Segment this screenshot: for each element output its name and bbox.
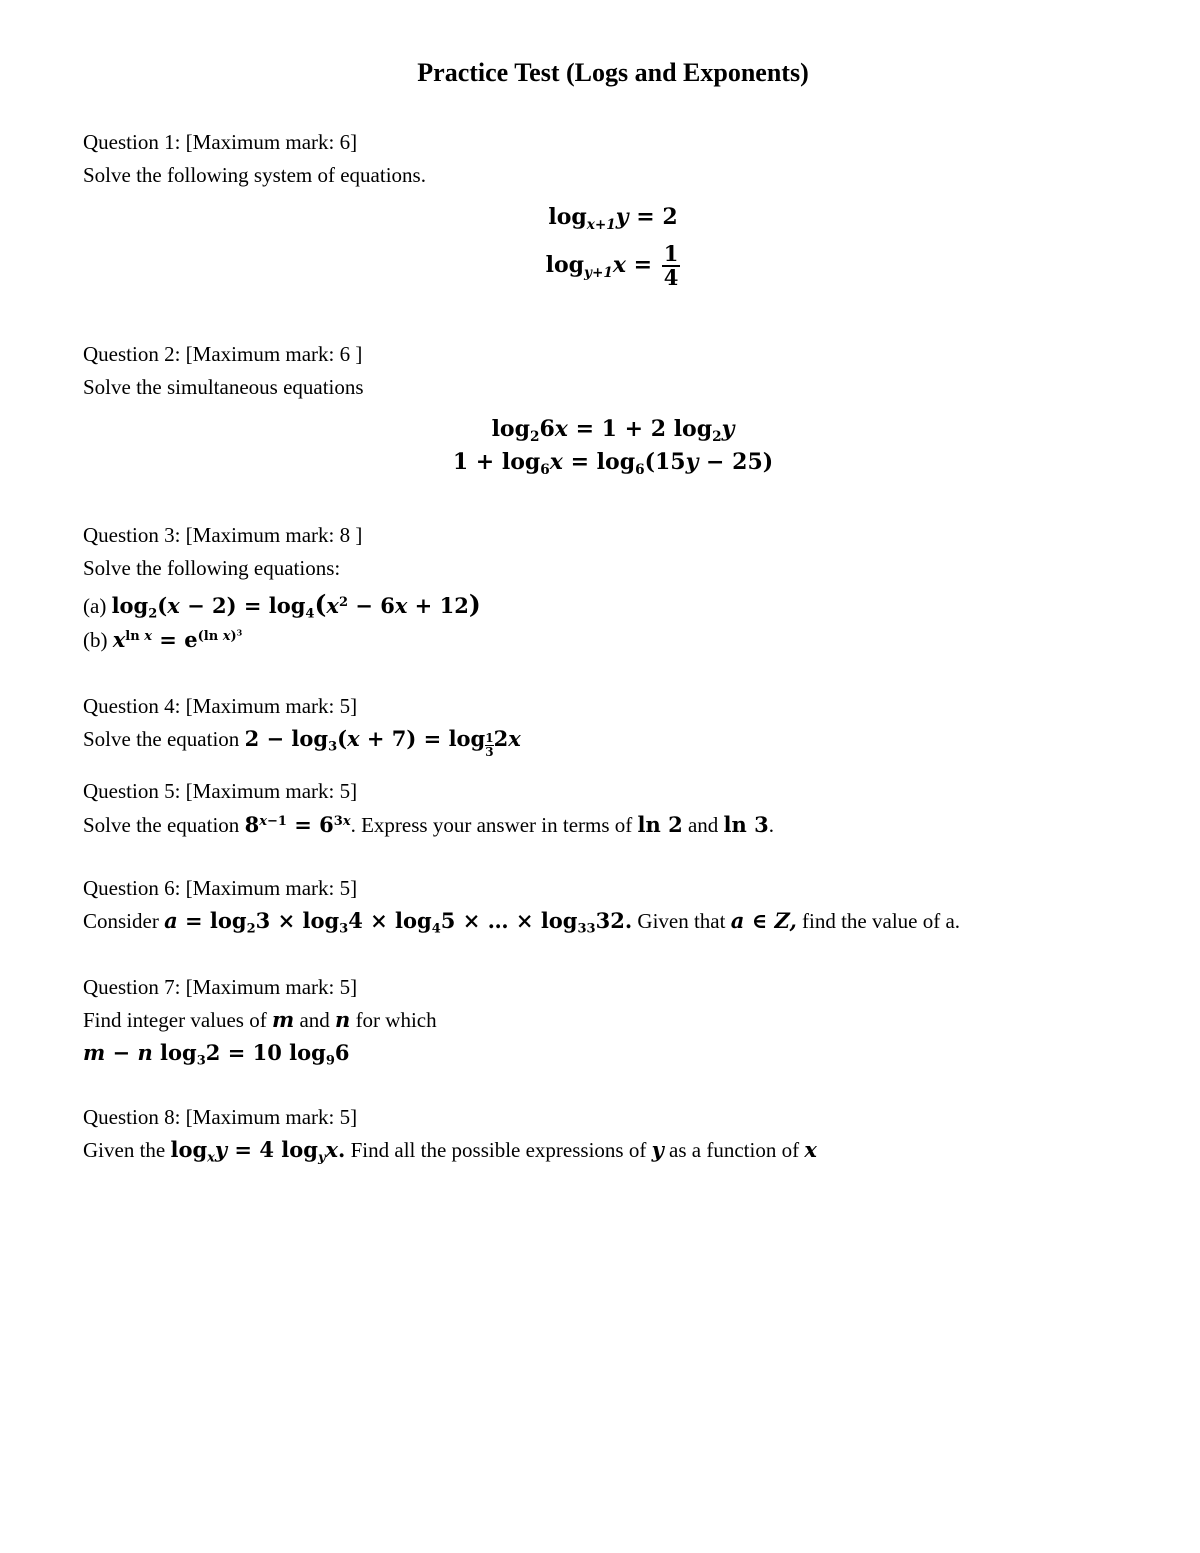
q8-heading: Question 8: [Maximum mark: 5] [83, 1105, 358, 1129]
q5-prompt-start: Solve the equation [83, 813, 240, 837]
q6-equation: $a = \log_23 \times \log_34 \times \log_45$ × … × $\log_{33}32$. [164, 908, 633, 937]
q3-part-b [83, 627, 242, 653]
q8-var-x: x [804, 1137, 817, 1162]
q2-equation-2: $1 + \log_6x = \log_6(15y - 25)$ [452, 449, 774, 478]
q7-and: and [299, 1008, 330, 1032]
q7-var-m: m [271, 1007, 295, 1032]
q4-prompt-line [83, 726, 521, 759]
q6-prompt-start: Consider [83, 909, 159, 933]
q7-equation-line [83, 1040, 350, 1069]
q6-heading: Question 6: [Maximum mark: 5] [83, 876, 358, 900]
q5-prompt-middle: . Express your answer in terms of [350, 813, 633, 837]
q5-and: and [687, 813, 719, 837]
q7-var-n: n [335, 1007, 351, 1032]
q2-equation-1: $\log_26x = 1 + 2$ $\log_2y$ [491, 416, 735, 445]
q8-prompt-middle: Find all the possible expressions of [350, 1138, 647, 1162]
q8-prompt-line [83, 1137, 817, 1166]
q7-equation: m − n $\log_32 = 10$ $\log_96$ [83, 1040, 350, 1069]
q5-ln2: ln 2 [637, 812, 683, 837]
page-title: Practice Test (Logs and Exponents) [417, 58, 809, 87]
q1-equation-1: $\log_{x+1}y = 2$ [548, 204, 678, 233]
q6-condition: a ∈ Z, [730, 908, 797, 933]
q4-equation: $2 - \log_3(x + 7) = \log$ $\frac{1}{3}$ 2x [244, 726, 521, 760]
q6-prompt-end: find the value of a. [802, 909, 961, 933]
q3-prompt: Solve the following equations: [83, 556, 341, 580]
q4-prompt: Solve the equation [83, 727, 240, 751]
q3-part-b-equation: $x^{ln x} = e^{(ln x)^3}$ [112, 627, 243, 652]
q5-prompt-end: . [768, 813, 774, 837]
q8-prompt-start: Given the [83, 1138, 166, 1162]
q5-prompt-line [83, 812, 774, 838]
q1-heading: Question 1: [Maximum mark: 6] [83, 130, 358, 154]
q3-heading: Question 3: [Maximum mark: 8 ] [83, 523, 363, 547]
q7-prompt-start: Find integer values of [83, 1008, 267, 1032]
q6-prompt-middle: Given that [637, 909, 726, 933]
q3-part-a-label: (a) [83, 594, 107, 618]
q3-part-a [83, 589, 481, 622]
q5-equation: $8^{x-1} = 6^{3x}$ [244, 812, 351, 837]
q4-heading: Question 4: [Maximum mark: 5] [83, 694, 358, 718]
q7-prompt-line [83, 1007, 437, 1033]
q8-prompt-mid2: as a function of [669, 1138, 800, 1162]
q3-part-a-equation: $\log_2(x - 2) = \log_4(x^2 - 6x + 12)$ [111, 589, 481, 622]
q1-equation-2: $\log_{y+1}x$ = $\frac{1}{4}$ [545, 241, 679, 290]
q5-heading: Question 5: [Maximum mark: 5] [83, 779, 358, 803]
q5-ln3: ln 3 [723, 812, 769, 837]
q1-prompt: Solve the following system of equations. [83, 163, 426, 187]
q2-prompt: Solve the simultaneous equations [83, 375, 364, 399]
q6-prompt-line [83, 908, 961, 937]
q8-var-y: y [651, 1137, 664, 1162]
q2-heading: Question 2: [Maximum mark: 6 ] [83, 342, 363, 366]
q3-part-b-label: (b) [83, 628, 108, 652]
q7-heading: Question 7: [Maximum mark: 5] [83, 975, 358, 999]
q8-equation: $\log_xy = 4$ $\log_yx$. [170, 1137, 346, 1166]
q7-prompt-end: for which [355, 1008, 437, 1032]
